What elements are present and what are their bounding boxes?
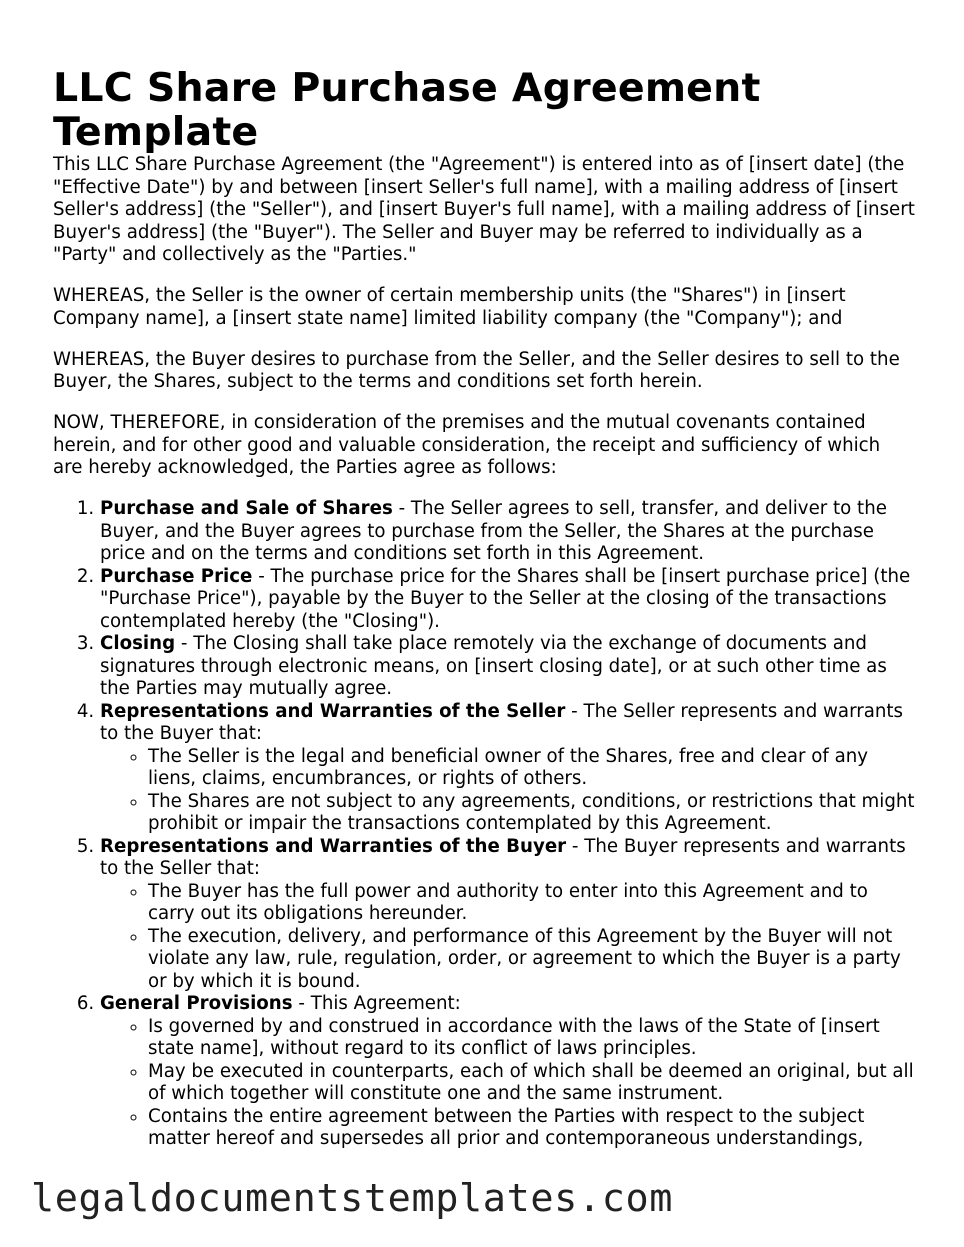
whereas-paragraph-2: WHEREAS, the Buyer desires to purchase from the Seller, and the Seller desires to sell to the Buyer, the Shares, subject to the terms and conditions set forth herein.: [53, 348, 900, 392]
agreement-sections-list: [53, 498, 915, 1151]
section-text: - The Buyer represents and warrants to the Seller that:: [100, 835, 906, 879]
section-text: - This Agreement:: [292, 993, 461, 1014]
section-text: - The Seller agrees to sell, transfer, and deliver to the Buyer, and the Buyer agrees to purchase from the Seller, the Shares at the purchase price and on the terms and conditions set forth in this Agreement.: [100, 498, 887, 564]
intro-paragraph: This LLC Share Purchase Agreement (the "Agreement") is entered into as of [insert date] (the "Effective Date") by and between [insert Seller's full name], with a mailing address of [insert Seller's address] (the "Seller"), and [insert Buyer's full name], with a mailing address of [insert Buyer's address] (the "Buyer"). The Seller and Buyer may be referred to individually as a "Party" and collectively as the "Parties.": [53, 154, 915, 265]
sub-list-item: ◦ The Seller is the legal and beneficial owner of the Shares, free and clear of any liens, claims, encumbrances, or rights of others.: [148, 746, 915, 791]
section-text: - The Seller represents and warrants to the Buyer that:: [100, 700, 903, 744]
sub-list-item: ◦ The execution, delivery, and performance of this Agreement by the Buyer will not violate any law, rule, regulation, order, or agreement to which the Buyer is a party or by which it is bound.: [148, 926, 915, 994]
section-item: [100, 701, 915, 836]
sub-list: [100, 746, 915, 836]
section-text: - The Closing shall take place remotely via the exchange of documents and signatures through electronic means, on [insert closing date], or at such other time as the Parties may mutually agree.: [100, 633, 887, 699]
sub-list: [100, 1016, 915, 1151]
document-page: [53, 66, 915, 1151]
section-item: [100, 836, 915, 994]
site-watermark: legaldocumentstemplates.com: [31, 1176, 674, 1221]
sub-list-item: ◦ The Buyer has the full power and authority to enter into this Agreement and to carry out its obligations hereunder.: [148, 881, 915, 926]
section-item: [100, 993, 915, 1151]
section-heading: Representations and Warranties of the Seller: [100, 700, 566, 722]
section-heading: General Provisions: [100, 993, 293, 1014]
section-text: - The purchase price for the Shares shall be [insert purchase price] (the "Purchase Price"), payable by the Buyer to the Seller at the closing of the transactions contemplated hereby (the "Closing").: [100, 565, 911, 632]
sub-list-item: ◦ The Shares are not subject to any agreements, conditions, or restrictions that might prohibit or impair the transactions contemplated by this Agreement.: [148, 791, 915, 836]
section-heading: Closing: [100, 633, 176, 654]
document-body: [53, 154, 915, 1151]
document-title: LLC Share Purchase Agreement Template: [53, 65, 761, 155]
section-item: [100, 566, 915, 634]
whereas-paragraph-1: WHEREAS, the Seller is the owner of certain membership units (the "Shares") in [insert Company name], a [insert state name] limited liability company (the "Company"); and: [53, 285, 846, 329]
section-item: [100, 498, 915, 566]
sub-list-item: ◦ Is governed by and construed in accordance with the laws of the State of [insert state name], without regard to its conflict of laws principles.: [148, 1016, 915, 1061]
section-heading: Purchase and Sale of Shares: [100, 498, 393, 519]
sub-list-item: ◦ May be executed in counterparts, each of which shall be deemed an original, but all of which together will constitute one and the same instrument.: [148, 1061, 915, 1106]
section-item: [100, 633, 915, 701]
section-heading: Representations and Warranties of the Buyer: [100, 835, 567, 857]
section-heading: Purchase Price: [100, 565, 253, 587]
sub-list-item: ◦ Contains the entire agreement between the Parties with respect to the subject matter hereof and supersedes all prior and contemporaneous understandings,: [148, 1106, 915, 1151]
sub-list: [100, 881, 915, 994]
now-therefore-paragraph: NOW, THEREFORE, in consideration of the premises and the mutual covenants contained herein, and for other good and valuable consideration, the receipt and sufficiency of which are hereby acknowledged, the Parties agree as follows:: [53, 412, 881, 478]
